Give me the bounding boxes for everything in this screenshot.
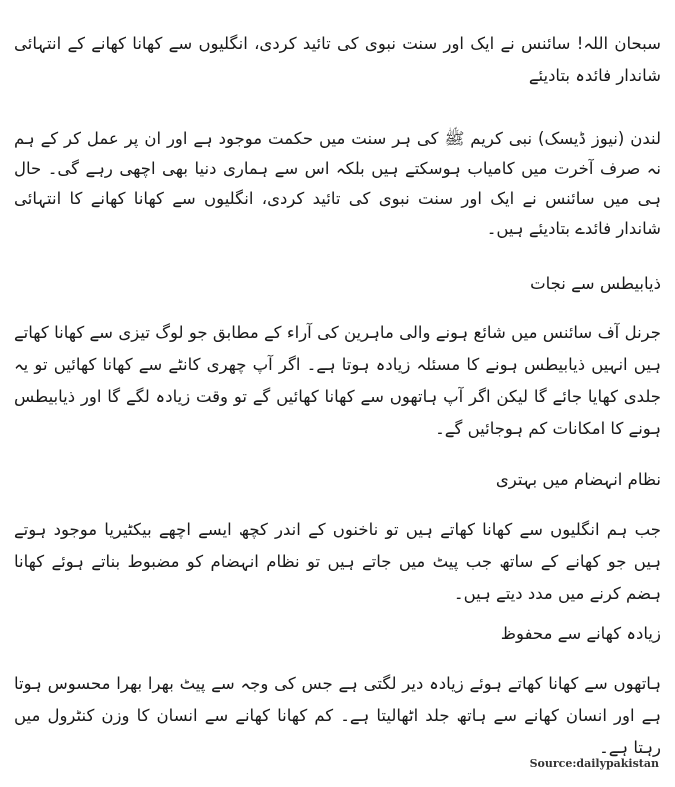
article-lead-paragraph: لندن (نیوز ڈیسک) نبی کریم ﷺ کی ہر سنت میں حکمت موجود ہے اور ان پر عمل کر کے ہم نہ صرف آخرت میں کامیاب ہوسکتے ہیں بلکہ اس سے ہماری دنیا بھی اچھی رہے گی۔ حال ہی میں سائنس نے ایک اور سنت نبوی کی تائید کردی، انگلیوں سے کھانا کھانے کا انتہائی شاندار فائدے بتادیئے ہیں۔	[14, 129, 661, 238]
section-heading-diabetes: ذیابیطس سے نجات	[530, 274, 661, 293]
source-credit: Source:dailypakistan	[529, 757, 659, 770]
section-body-overeating: ہاتھوں سے کھانا کھاتے ہوئے زیادہ دیر لگتی ہے جس کی وجہ سے پیٹ بھرا بھرا محسوس ہوتا ہے اور انسان کھانے سے ہاتھ جلد اٹھالیتا ہے۔ کم کھانا کھانے سے انسان کا وزن کنٹرول میں رہتا ہے۔	[14, 674, 661, 757]
article-intro: سبحان اللہ! سائنس نے ایک اور سنت نبوی کی تائید کردی، انگلیوں سے کھانا کھانے کے انتہائی شاندار فائدہ بتادیئے	[14, 34, 661, 85]
section-body-diabetes: جرنل آف سائنس میں شائع ہونے والی ماہرین کی آراء کے مطابق جو لوگ تیزی سے کھانا کھاتے ہیں انہیں ذیابیطس ہونے کا مسئلہ زیادہ ہوتا ہے۔ اگر آپ چھری کانٹے سے کھانا کھائیں تو یہ جلدی کھایا جائے گا لیکن اگر آپ ہاتھوں سے کھانا کھائیں گے تو وقت زیادہ لگے گا اور ذیابیطس ہونے کا امکانات کم ہوجائیں گے۔	[14, 323, 661, 438]
section-body-digestion: جب ہم انگلیوں سے کھانا کھاتے ہیں تو ناخنوں کے اندر کچھ ایسے اچھے بیکٹیریا موجود ہوتے ہیں جو کھانے کے ساتھ جب پیٹ میں جاتے ہیں تو نظام انہضام کو مضبوط بناتے ہوئے کھانا ہضم کرنے میں مدد دیتے ہیں۔	[14, 520, 661, 603]
section-heading-overeating: زیادہ کھانے سے محفوظ	[500, 624, 661, 643]
section-heading-digestion: نظام انہضام میں بہتری	[495, 470, 661, 489]
